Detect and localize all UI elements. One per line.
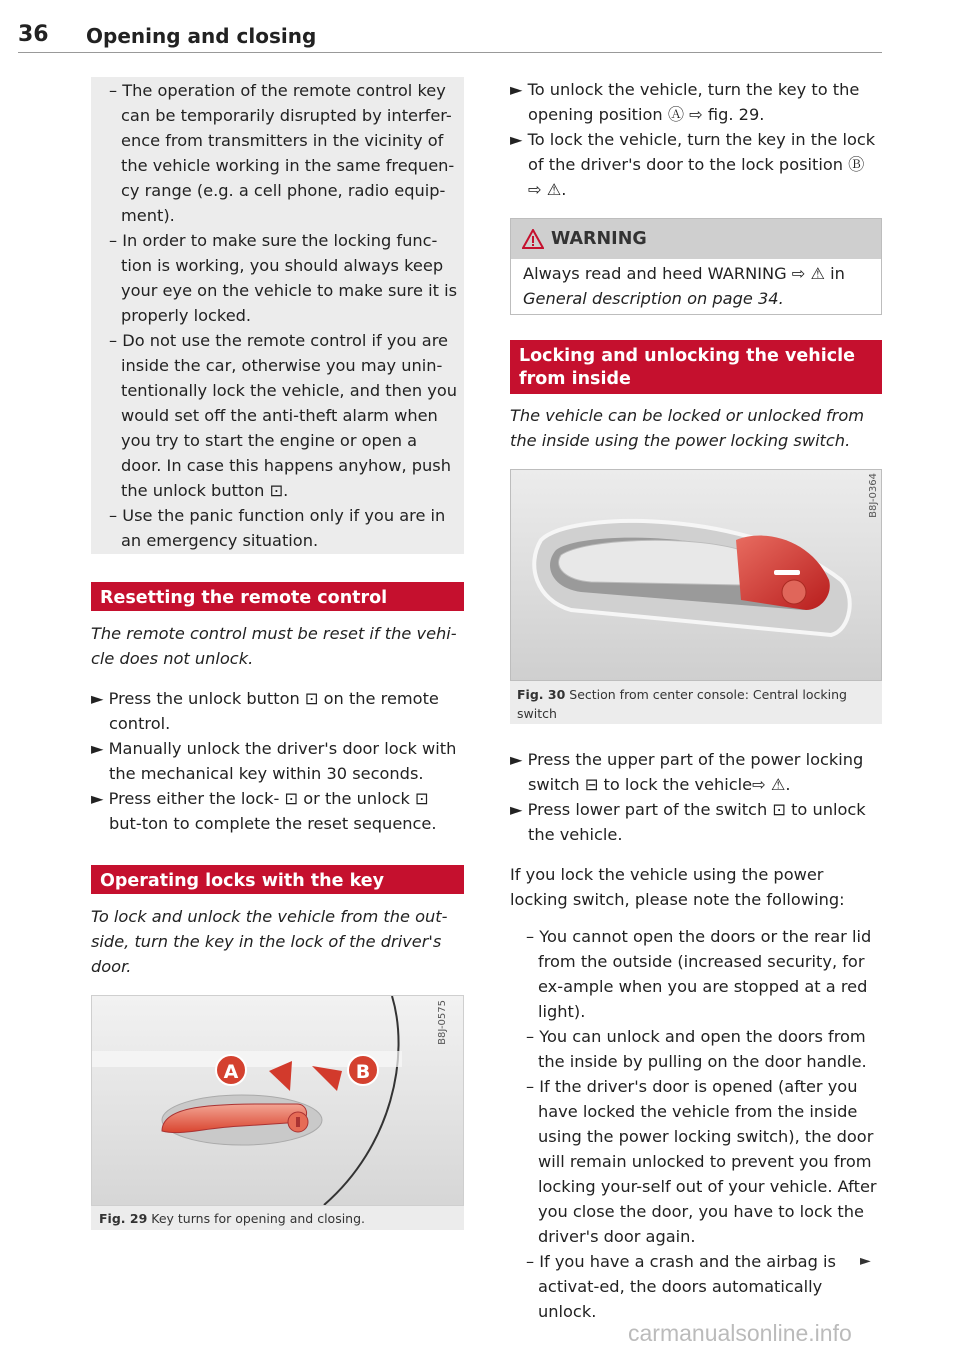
notes-list: [93, 78, 461, 553]
figure-29-code: B8J-0575: [437, 1000, 448, 1045]
inside-intro: The vehicle can be locked or unlocked from the inside using the power locking switch.: [510, 406, 865, 450]
figure-30-caption: [510, 681, 882, 724]
warning-triangle-icon: [522, 229, 544, 249]
figure-30-caption-num: Fig. 30: [517, 687, 566, 702]
page-number: 36: [18, 22, 49, 47]
inside-paragraph: If you lock the vehicle using the power locking switch, please note the following:: [510, 865, 845, 909]
door-handle-illustration: [92, 996, 463, 1205]
warning-line-2: General description on page 34.: [523, 289, 784, 308]
inside-bullet: – You cannot open the doors or the rear lid from the outside (increased security, for ex-ample when you are stopped at a red light).: [526, 927, 872, 1021]
figure-30-image: [510, 469, 882, 681]
figure-30-caption-text: Section from center console: Central locking switch: [517, 687, 847, 721]
page-header-title: Opening and closing: [86, 24, 317, 48]
reset-steps: [91, 686, 461, 836]
reset-step: ► Manually unlock the driver's door lock with the mechanical key within 30 seconds.: [91, 739, 457, 783]
key-step: ► To lock the vehicle, turn the key in the lock of the driver's door to the lock position Ⓑ ⇨ ⚠.: [510, 130, 876, 199]
key-intro: To lock and unlock the vehicle from the out-side, turn the key in the lock of the driver's door.: [91, 907, 448, 976]
inside-bullets: [510, 924, 882, 1324]
note-item: – Do not use the remote control if you are inside the car, otherwise you may unin-tentionally lock the vehicle, and then you would set off the anti-theft alarm when you try to start the engine or open a door. In case this happens anyhow, push the unlock button ⊡.: [109, 331, 458, 500]
section-title-inside: Locking and unlocking the vehicle from inside: [510, 340, 882, 394]
key-steps: [510, 77, 880, 202]
inside-step: ► Press lower part of the switch ⊡ to unlock the vehicle.: [510, 800, 866, 844]
inside-steps: [510, 747, 880, 847]
note-item: – In order to make sure the locking func-tion is working, you should always keep your eye on the vehicle to make sure it is properly locked.: [109, 231, 458, 325]
section-title-reset: Resetting the remote control: [91, 582, 464, 611]
key-step: ► To unlock the vehicle, turn the key to the opening position Ⓐ ⇨ fig. 29.: [510, 80, 860, 124]
continue-arrow: ►: [860, 1253, 871, 1269]
inside-bullet: – If you have a crash and the airbag is activat-ed, the doors automatically unlock.: [526, 1252, 836, 1321]
figure-29-caption: [91, 1206, 464, 1230]
note-item: – The operation of the remote control key can be temporarily disrupted by interfer-ence from transmitters in the vicinity of the vehicle working in the same frequen-cy range (e.g. a cell phone, radio equip-ment).: [109, 81, 455, 225]
inside-bullet: – If the driver's door is opened (after you have locked the vehicle from the inside using the power locking switch), the door will remain unlocked to prevent you from locking your-self out of your vehicle. After you close the door, you have to lock the driver's door again.: [526, 1077, 877, 1246]
label-b-circle: B: [347, 1054, 379, 1086]
label-a-circle: A: [215, 1054, 247, 1086]
figure-29-caption-text: Key turns for opening and closing.: [151, 1211, 366, 1226]
power-locking-switch-illustration: [511, 470, 881, 680]
inside-bullet: – You can unlock and open the doors from the inside by pulling on the door handle.: [526, 1027, 867, 1071]
site-watermark: carmanualsonline.info: [628, 1320, 852, 1346]
reset-step: ► Press the unlock button ⊡ on the remote control.: [91, 689, 439, 733]
header-rule: [18, 52, 882, 53]
note-item: – Use the panic function only if you are in an emergency situation.: [109, 506, 446, 550]
inside-step: ► Press the upper part of the power locking switch ⊟ to lock the vehicle⇨ ⚠.: [510, 750, 864, 794]
warning-title: WARNING: [551, 229, 647, 249]
figure-29-caption-num: Fig. 29: [99, 1211, 148, 1226]
figure-30-code: B8J-0364: [868, 473, 879, 518]
figure-29-image: [91, 995, 464, 1206]
reset-intro: The remote control must be reset if the vehi-cle does not unlock.: [91, 624, 457, 668]
warning-line-1: Always read and heed WARNING ⇨ ⚠ in: [523, 264, 845, 283]
section-title-key: Operating locks with the key: [91, 865, 464, 894]
reset-step: ► Press either the lock- ⊡ or the unlock ⊡ but-ton to complete the reset sequence.: [91, 789, 437, 833]
